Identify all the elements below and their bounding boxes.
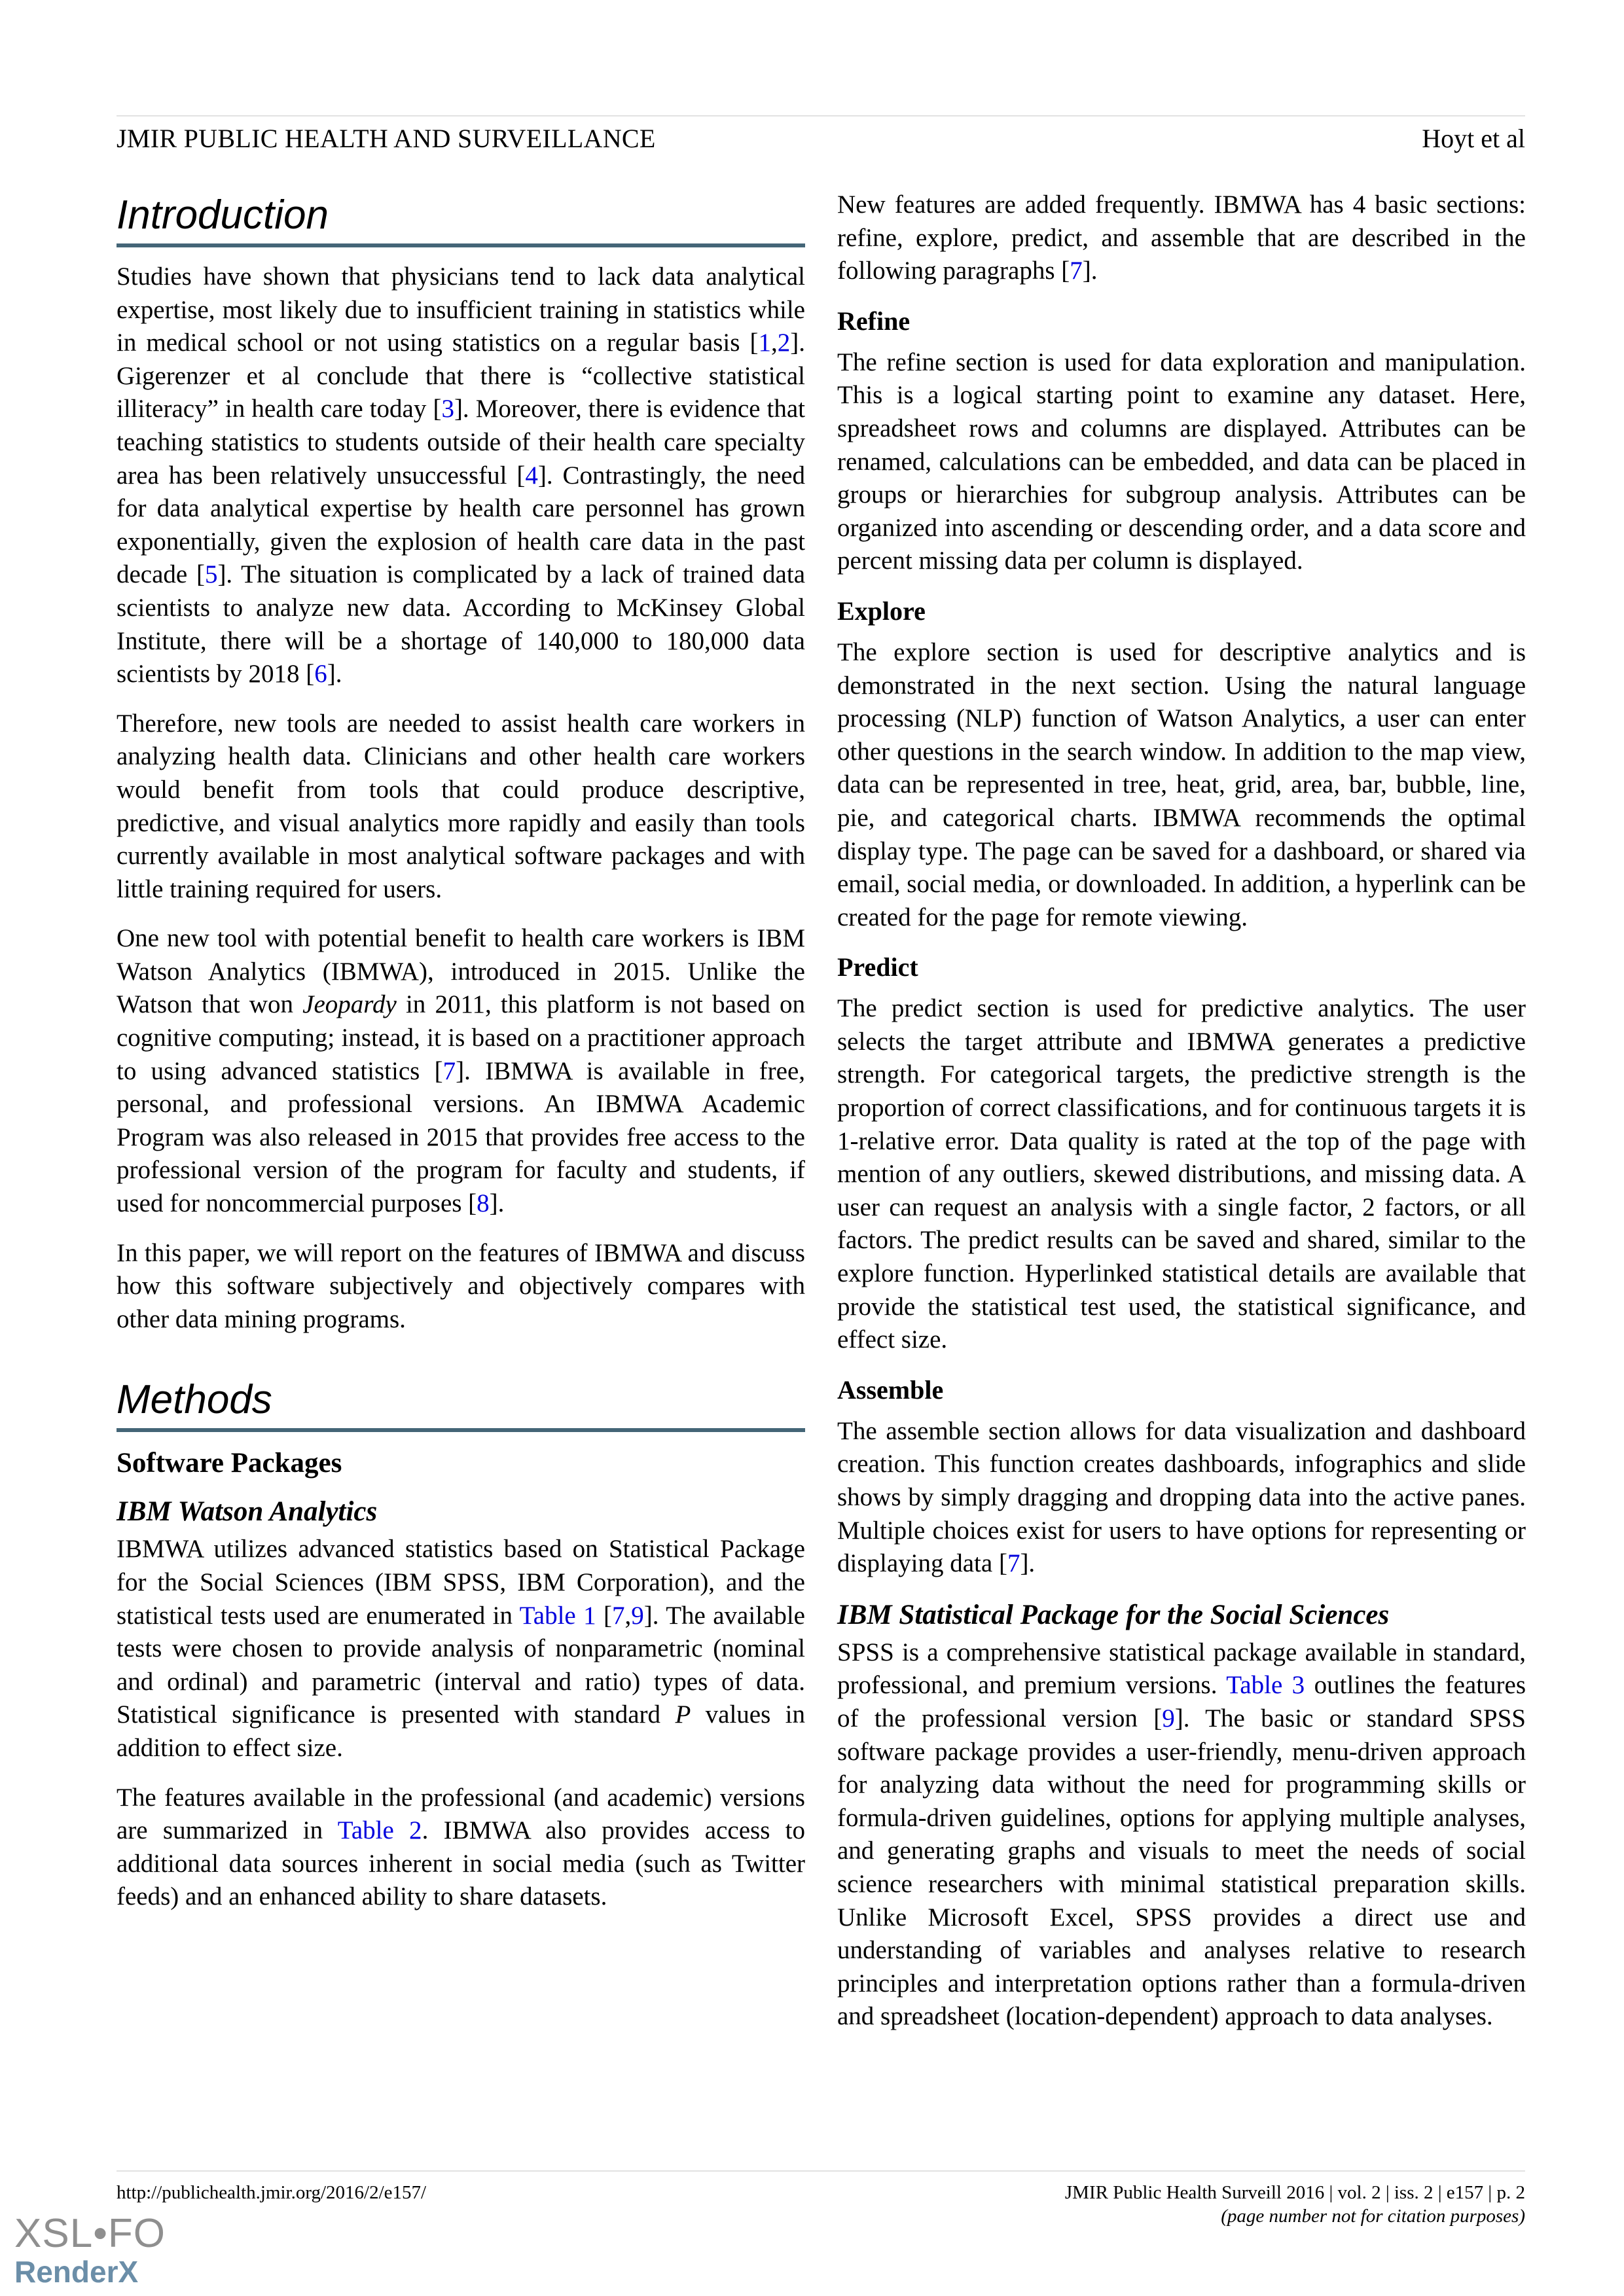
reference-link[interactable]: 8 — [477, 1189, 490, 1218]
paragraph-text: ]. Contrastingly, the need for data analytical expertise by health care personnel has grown exponentially, given the explosion of health care data in the past decade [ — [117, 461, 805, 589]
reference-link[interactable]: 7 — [612, 1601, 625, 1630]
paragraph-text: ]. The available tests were chosen to provide analysis of nonparametric (nominal and ordinal) and parametric (interval and ratio) types of data. Statistical significance is presented with standard — [117, 1601, 805, 1729]
paragraph-text: ]. — [1020, 1549, 1036, 1578]
paragraph-text: , — [624, 1601, 632, 1630]
paragraph-text: ]. — [327, 660, 342, 689]
spss-paragraph — [837, 1636, 1526, 2034]
intro-paragraph-2 — [117, 708, 805, 906]
ibm-watson-analytics-heading: IBM Watson Analytics — [117, 1496, 378, 1528]
paragraph-text: ]. — [1082, 257, 1098, 285]
header-rule — [117, 115, 1525, 117]
reference-link[interactable]: 1 — [758, 329, 771, 357]
spss-heading: IBM Statistical Package for the Social Sciences — [837, 1599, 1390, 1630]
paragraph-text: ]. The basic or standard SPSS software package provides a user-friendly, menu-driven approach for analyzing data without the need for programming skills or formula-driven guidelines, options for applying multiple analyses, and generating graphs and visuals to meet the needs of social science researchers with minimal statistical preparation skills. Unlike Microsoft Excel, SPSS provides a direct use and understanding of variables and analyses relative to research principles and interpretation options rather than a formula-driven and spreadsheet (location-dependent) approach to data analyses. — [837, 1704, 1526, 2031]
renderx-logo-text: RenderX — [14, 2255, 139, 2289]
paragraph-text: In this paper, we will report on the features of IBMWA and discuss how this software subjectively and objectively compares with other data mining programs. — [117, 1238, 805, 1333]
explore-heading: Explore — [837, 596, 926, 626]
paragraph-text: , — [771, 329, 778, 357]
renderer-watermark — [14, 2212, 166, 2288]
footer-citation — [1065, 2181, 1525, 2228]
paragraph-text: values in addition to effect size. — [117, 1700, 806, 1762]
footer-rule — [117, 2170, 1525, 2172]
software-packages-heading: Software Packages — [117, 1448, 342, 1479]
paragraph-text: ]. Moreover, there is evidence that teaching statistics to students outside of their health care specialty area has been relatively unsuccessful [ — [117, 395, 805, 490]
methods-paragraph-2 — [117, 1782, 805, 1914]
reference-link[interactable]: 6 — [314, 660, 327, 689]
reference-link[interactable]: 7 — [1070, 257, 1083, 285]
paragraph-text: Therefore, new tools are needed to assist health care workers in analyzing health data. Clinicians and other health care workers would benefit from tools that could produce descriptive, predictive, and visual analytics more rapidly and easily than tools currently available in most analytical software packages and with little training required for users. — [117, 709, 805, 903]
paragraph-text: in 2011, this platform is not based on cognitive computing; instead, it is based on a practitioner approach to using advanced statistics [ — [117, 990, 805, 1085]
refine-heading: Refine — [837, 306, 911, 336]
predict-heading: Predict — [837, 952, 918, 982]
paragraph-text: ]. IBMWA is available in free, personal, and professional versions. An IBMWA Academic Program was also released in 2015 that provides free access to the professional version of the program for faculty and students, if used for noncommercial purposes [ — [117, 1056, 805, 1218]
refine-paragraph — [837, 346, 1526, 578]
article-url[interactable]: http://publichealth.jmir.org/2016/2/e157/ — [117, 2182, 427, 2203]
section-spacer — [117, 1352, 805, 1376]
assemble-paragraph — [837, 1415, 1526, 1581]
paragraph-text: The refine section is used for data exploration and manipulation. This is a logical starting point to examine any dataset. Here, spreadsheet rows and columns are displayed. Attributes can be renamed, calculations can be embedded, and data can be placed in groups or hierarchies for subgroup analysis. Attributes can be organized into ascending or descending order, and a data score and percent missing data per column is displayed. — [837, 348, 1526, 575]
paragraph-text: The features available in the professional (and academic) versions are summarized in — [117, 1783, 805, 1845]
reference-link[interactable]: 9 — [631, 1601, 644, 1630]
reference-link[interactable]: Table 1 — [519, 1601, 596, 1630]
journal-title: JMIR PUBLIC HEALTH AND SURVEILLANCE — [117, 124, 656, 153]
italic-text: P — [675, 1700, 691, 1729]
paragraph-text: The explore section is used for descriptive analytics and is demonstrated in the next section. Using the natural language processing (NLP) function of Watson Analytics, a user can enter other questions in the search window. In addition to the map view, data can be represented in tree, heat, grid, area, bar, bubble, line, pie, and categorical charts. IBMWA recommends the optimal display type. The page can be saved for a dashboard, or shared via email, social media, or downloaded. In addition, a hyperlink can be created for the page for remote viewing. — [837, 637, 1526, 931]
paragraph-text: ]. Gigerenzer et al conclude that there is “collective statistical illiteracy” in health care today [ — [117, 329, 805, 423]
reference-link[interactable]: 7 — [442, 1056, 456, 1085]
paragraph-text: The assemble section allows for data visualization and dashboard creation. This function creates dashboards, infographics and slide shows by simply dragging and dropping data into the active panes. Multiple choices exist for users to have options for representing or displaying data [ — [837, 1416, 1526, 1578]
reference-link[interactable]: 9 — [1162, 1704, 1175, 1732]
reference-link[interactable]: 5 — [204, 560, 218, 589]
paragraph-text: SPSS is a comprehensive statistical package available in standard, professional, and premium versions. — [837, 1638, 1526, 1700]
paragraph-text: The predict section is used for predictive analytics. The user selects the target attribute and IBMWA generates a predictive strength. For categorical targets, the predictive strength is the proportion of correct classifications, and for continuous targets it is 1-relative error. Data quality is rated at the top of the page with mention of any outliers, skewed distributions, and missing data. A user can request an analysis with a single factor, 2 factors, or all factors. The predict results can be saved and shared, similar to the explore function. Hyperlinked statistical details are available that provide the statistical test used, the statistical significance, and effect size. — [837, 994, 1526, 1354]
reference-link[interactable]: Table 3 — [1226, 1671, 1305, 1700]
italic-text: Jeopardy — [302, 990, 397, 1019]
assemble-heading: Assemble — [837, 1374, 944, 1405]
paragraph-text: New features are added frequently. IBMWA has 4 basic sections: refine, explore, predict, and assemble that are described in the following paragraphs [ — [837, 190, 1526, 285]
explore-paragraph — [837, 636, 1526, 934]
reference-link[interactable]: 3 — [441, 395, 454, 423]
intro-paragraph-4 — [117, 1237, 805, 1336]
xslfo-logo-text: XSL•FO — [14, 2211, 166, 2256]
reference-link[interactable]: 7 — [1007, 1549, 1020, 1578]
left-column — [117, 191, 805, 1930]
predict-paragraph — [837, 992, 1526, 1357]
introduction-heading: Introduction — [117, 191, 805, 247]
paragraph-text: . IBMWA also provides access to additional data sources inherent in social media (such as Twitter feeds) and an enhanced ability to share datasets. — [117, 1816, 805, 1911]
intro-paragraph-3 — [117, 922, 805, 1220]
reference-link[interactable]: 4 — [525, 461, 538, 490]
citation-line: JMIR Public Health Surveill 2016 | vol. 2 | iss. 2 | e157 | p. 2 — [1064, 2182, 1525, 2203]
paragraph-text: Studies have shown that physicians tend to lack data analytical expertise, most likely due to insufficient training in statistics while in medical school or not using statistics on a regular basis [ — [117, 262, 805, 357]
reference-link[interactable]: Table 2 — [337, 1816, 422, 1845]
author-line: Hoyt et al — [1422, 124, 1525, 153]
paragraph-text: [ — [596, 1601, 613, 1630]
page-number-note: (page number not for citation purposes) — [1221, 2206, 1525, 2227]
reference-link[interactable]: 2 — [777, 329, 791, 357]
paragraph-text: IBMWA utilizes advanced statistics based on Statistical Package for the Social Sciences (IBM SPSS, IBM Corporation), and the statistical tests used are enumerated in — [117, 1535, 805, 1630]
right-column — [837, 188, 1526, 2050]
methods-heading: Methods — [117, 1376, 805, 1432]
paragraph-text: outlines the features of the professional version [ — [837, 1671, 1526, 1732]
sections-intro-paragraph — [837, 188, 1526, 288]
intro-paragraph-1 — [117, 260, 805, 691]
paragraph-text: ]. The situation is complicated by a lack of trained data scientists to analyze new data. According to McKinsey Global Institute, there will be a shortage of 140,000 to 180,000 data scientists by 2018 [ — [117, 560, 806, 689]
paragraph-text: ]. — [489, 1189, 505, 1218]
paragraph-text: One new tool with potential benefit to health care workers is IBM Watson Analytics (IBMWA), introduced in 2015. Unlike the Watson that won — [117, 924, 805, 1019]
methods-paragraph-1 — [117, 1533, 805, 1765]
